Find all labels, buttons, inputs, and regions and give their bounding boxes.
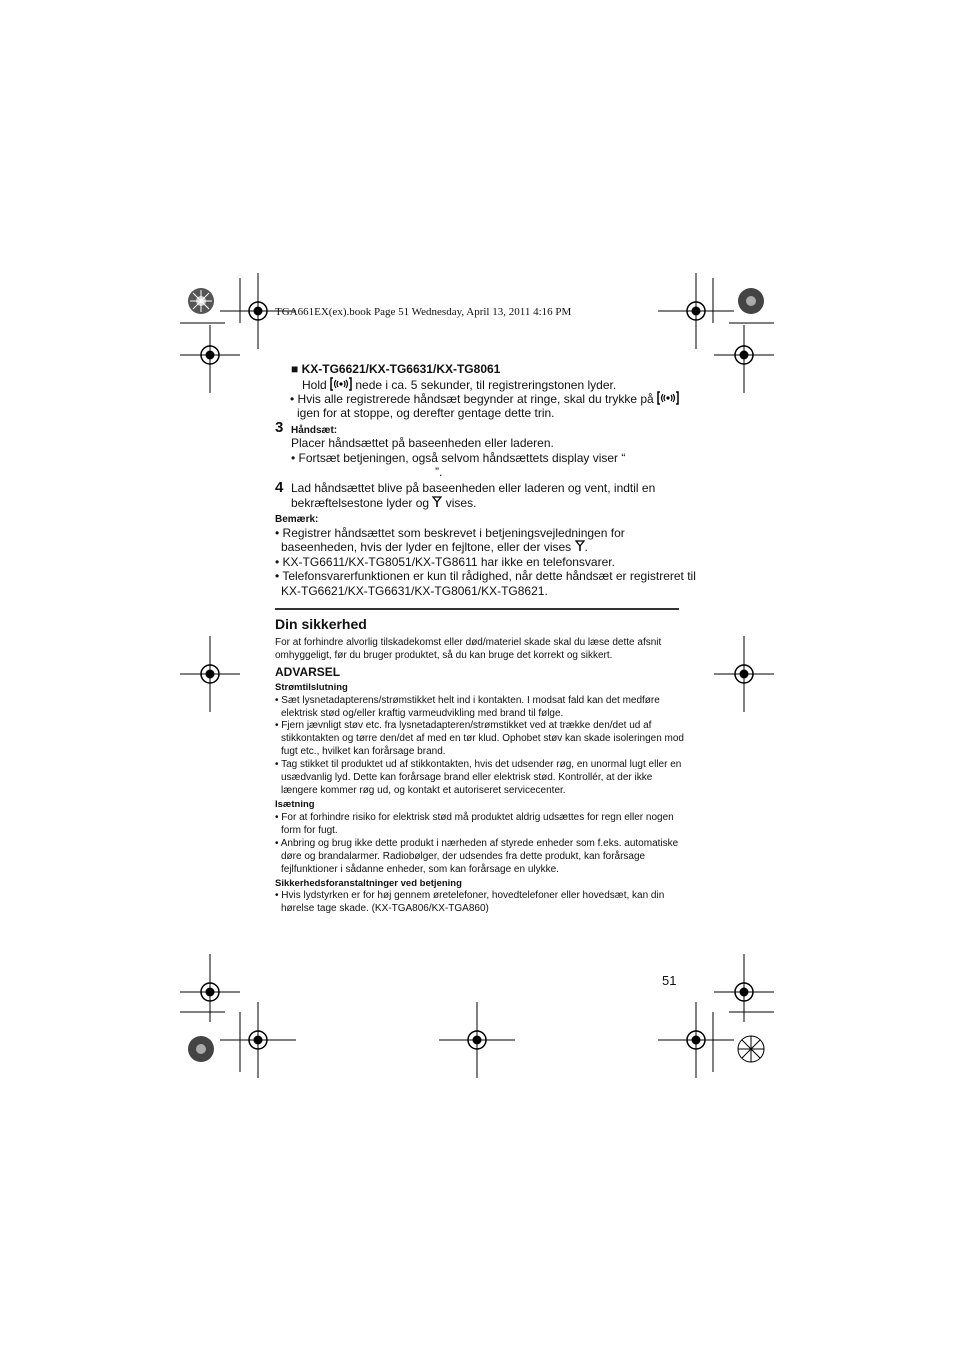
bullet: • <box>275 569 280 583</box>
bullet: • <box>275 720 279 731</box>
section-title: Din sikkerhed <box>275 616 367 632</box>
step3-bullet-line2: ”. <box>435 465 443 479</box>
bullet: • <box>275 759 279 770</box>
note-b1-line2 <box>281 540 588 556</box>
install-b2-l1: Anbring og brug ikke dette produkt i nærheden af styrede enheder som f.eks. automatiske <box>280 838 679 849</box>
note-bullet-1 <box>275 526 625 541</box>
step3-heading: Håndsæt: <box>291 425 338 436</box>
step-number-3: 3 <box>275 419 284 436</box>
bullet: • <box>275 555 280 569</box>
note-bullet-3 <box>275 569 696 584</box>
note-b1-line2-prefix: baseenheden, hvis der lyder en fejltone, eller der vises <box>281 540 575 555</box>
precautions-bullet-1 <box>275 889 664 902</box>
power-heading: Strømtilslutning <box>275 682 348 693</box>
ring-bullet-line2: igen for at stoppe, og derefter gentage dette trin. <box>297 406 555 420</box>
section-divider <box>275 608 679 610</box>
bullet: • <box>275 526 280 540</box>
step4-line2-suffix: vises. <box>442 496 477 511</box>
power-bullet-2 <box>275 719 651 732</box>
install-bullet-2 <box>275 837 678 850</box>
book-header: TGA661EX(ex).book Page 51 Wednesday, April 13, 2011 4:16 PM <box>275 306 572 318</box>
square-bullet: ■ <box>291 362 299 376</box>
bullet: • <box>275 812 279 823</box>
precautions-b1-l1: Hvis lydstyrken er for høj gennem øretelefoner, hovedtelefoner eller hovedsæt, kan din <box>281 890 665 901</box>
bullet: • <box>291 451 296 465</box>
power-b2-l1: Fjern jævnligt støv etc. fra lysnetadapteren/strømstikket ved at trække den/det ud af <box>281 720 652 731</box>
step3-bullet <box>291 451 625 466</box>
step3-line1: Placer håndsættet på baseenheden eller laderen. <box>291 436 554 450</box>
warning-heading: ADVARSEL <box>275 665 341 679</box>
step-number-4: 4 <box>275 479 284 496</box>
power-bullet-3 <box>275 758 681 771</box>
step4-line2-prefix: bekræftelsestone lyder og <box>291 496 433 511</box>
model-heading-text: KX-TG6621/KX-TG6631/KX-TG8061 <box>301 362 501 376</box>
precautions-heading: Sikkerhedsforanstaltninger ved betjening <box>275 878 462 889</box>
note-b1-line2-suffix: . <box>584 540 588 555</box>
note-bullet-2 <box>275 555 615 570</box>
install-bullet-1 <box>275 811 674 824</box>
install-b2-l3: fejlfunktioner i sådanne enheder, som kan forårsage en ulykke. <box>281 864 559 875</box>
install-b2-l2: døre og brandalarmer. Radiobølger, der udsendes fra dette produkt, kan forårsage <box>281 851 646 862</box>
model-heading <box>291 362 500 377</box>
note-b2: KX-TG6611/KX-TG8051/KX-TG8611 har ikke en telefonsvarer. <box>282 555 615 569</box>
note-b3-line1: Telefonsvarerfunktionen er kun til rådighed, når dette håndsæt er registreret til <box>282 569 696 583</box>
step4-line1: Lad håndsættet blive på baseenheden eller laderen og vent, indtil en <box>291 481 656 495</box>
hold-suffix: nede i ca. 5 sekunder, til registreringstonen lyder. <box>352 378 617 393</box>
power-b1-l2: elektrisk stød og/eller kraftig varmeudvikling med brand til følge. <box>281 708 564 719</box>
power-b3-l3: længere kommer røg ud, og kontakt et autoriseret servicecenter. <box>281 785 566 796</box>
install-b1-l2: form for fugt. <box>281 825 338 836</box>
bullet: • <box>275 890 279 901</box>
safety-intro-line2: omhyggeligt, før du bruger produktet, så du kan bruge det korrekt og sikkert. <box>275 650 613 661</box>
bullet: • <box>290 392 295 407</box>
safety-intro-line1: For at forhindre alvorlig tilskadekomst eller død/materiel skade skal du læse dette afsnit <box>275 637 662 648</box>
power-b2-l2: stikkontakten og tørre den/det af med en tør klud. Ophobet støv kan skade isoleringen mod <box>281 733 684 744</box>
install-b1-l1: For at forhindre risiko for elektrisk stød må produktet aldrig udsættes for regn eller nogen <box>281 812 674 823</box>
antenna-icon <box>432 496 442 512</box>
ring-bullet-line1: Hvis alle registrerede håndsæt begynder at ringe, skal du trykke på <box>297 392 658 407</box>
power-b3-l1: Tag stikket til produktet ud af stikkontakten, hvis det udsender røg, en unormal lugt eller en <box>281 759 682 770</box>
precautions-b1-l2: hørelse tage skade. (KX-TGA806/KX-TGA860) <box>281 903 489 914</box>
hold-prefix: Hold <box>302 378 331 393</box>
power-bullet-1 <box>275 694 660 707</box>
power-b3-l2: usædvanlig lyd. Dette kan forårsage brand eller elektrisk stød. Kontrollér, at der ikke <box>281 772 653 783</box>
note-b3-line2: KX-TG6621/KX-TG6631/KX-TG8061/KX-TG8621. <box>281 584 548 598</box>
power-b2-l3: fugt etc., hvilket kan forårsage brand. <box>281 746 446 757</box>
note-heading: Bemærk: <box>275 514 319 525</box>
power-b1-l1: Sæt lysnetadapterens/strømstikket helt ind i kontakten. I modsat fald kan det medføre <box>281 695 660 706</box>
step3-bullet-line1: Fortsæt betjeningen, også selvom håndsættets display viser “ <box>298 451 626 465</box>
page-number: 51 <box>662 973 677 988</box>
note-b1-line1: Registrer håndsættet som beskrevet i betjeningsvejledningen for <box>282 526 625 540</box>
bullet: • <box>275 838 279 849</box>
install-heading: Isætning <box>275 799 315 810</box>
step4-line2 <box>291 496 476 512</box>
bullet: • <box>275 695 279 706</box>
antenna-icon <box>575 540 585 556</box>
paging-key-icon <box>657 391 679 409</box>
